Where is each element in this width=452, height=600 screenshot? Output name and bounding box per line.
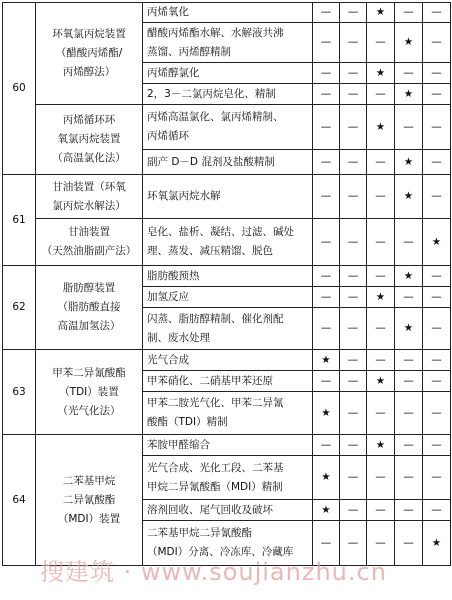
dash-mark: — [313, 105, 340, 150]
plant-name: 丙烯循环环 氧氯丙烷装置 （高温氯化法） [36, 105, 143, 175]
dash-mark: — [340, 521, 367, 566]
star-mark: ★ [423, 219, 451, 266]
plant-name: 甘油装置（环氧 氯丙烷水解法） [36, 175, 143, 219]
dash-mark: — [395, 219, 423, 266]
dash-mark: — [340, 456, 367, 500]
process-section: 苯胺甲醛缩合 [143, 435, 313, 456]
dash-mark: — [367, 219, 395, 266]
dash-mark: — [423, 500, 451, 521]
dash-mark: — [340, 350, 367, 371]
star-mark: ★ [367, 63, 395, 84]
dash-mark: — [367, 84, 395, 105]
dash-mark: — [423, 63, 451, 84]
dash-mark: — [340, 371, 367, 392]
process-section: 二苯基甲烷二异氰酸酯 （MDI）分离、冷冻库、冷藏库 [143, 521, 313, 566]
dash-mark: — [423, 350, 451, 371]
table-row [3, 350, 451, 371]
dash-mark: — [367, 500, 395, 521]
dash-mark: — [423, 371, 451, 392]
plant-name: 二苯基甲烷 二异氰酸酯 （MDI）装置 [36, 435, 143, 566]
dash-mark: — [313, 521, 340, 566]
dash-mark: — [340, 500, 367, 521]
dash-mark: — [313, 150, 340, 175]
dash-mark: — [313, 63, 340, 84]
process-section: 丙烯醇氯化 [143, 63, 313, 84]
dash-mark: — [367, 175, 395, 219]
dash-mark: — [340, 3, 367, 23]
dash-mark: — [340, 150, 367, 175]
star-mark: ★ [423, 521, 451, 566]
dash-mark: — [423, 435, 451, 456]
star-mark: ★ [367, 287, 395, 308]
process-section: 甲苯硝化、二硝基甲苯还原 [143, 371, 313, 392]
process-section: 副产 D－D 混剂及盐酸精制 [143, 150, 313, 175]
star-mark: ★ [395, 23, 423, 63]
star-mark: ★ [367, 3, 395, 23]
process-section: 光气合成、光化工段、二苯基 甲烷二异氰酸酯（MDI）精制 [143, 456, 313, 500]
dash-mark: — [340, 435, 367, 456]
dash-mark: — [423, 23, 451, 63]
dash-mark: — [395, 521, 423, 566]
dash-mark: — [313, 435, 340, 456]
table-row [3, 435, 451, 456]
dash-mark: — [367, 521, 395, 566]
process-section: 2，3－二氯丙烷皂化、精制 [143, 84, 313, 105]
dash-mark: — [340, 266, 367, 287]
dash-mark: — [313, 3, 340, 23]
star-mark: ★ [395, 175, 423, 219]
star-mark: ★ [313, 350, 340, 371]
dash-mark: — [313, 175, 340, 219]
star-mark: ★ [313, 392, 340, 435]
dash-mark: — [313, 266, 340, 287]
star-mark: ★ [367, 105, 395, 150]
watermark: 搜建筑 · www.soujianzhu.cn [40, 558, 387, 586]
process-section: 丙烯高温氯化、氯丙烯精制、 丙烯循环 [143, 105, 313, 150]
dash-mark: — [423, 3, 451, 23]
item-number: 63 [3, 350, 36, 435]
item-number: 64 [3, 435, 36, 566]
star-mark: ★ [395, 308, 423, 350]
table-row [3, 219, 451, 266]
dash-mark: — [340, 23, 367, 63]
dash-mark: — [423, 175, 451, 219]
dash-mark: — [395, 456, 423, 500]
process-section: 环氧氯丙烷水解 [143, 175, 313, 219]
process-section: 丙烯氧化 [143, 3, 313, 23]
table-row [3, 266, 451, 287]
item-number: 60 [3, 3, 36, 175]
process-section: 闪蒸、脂肪醇精制、催化剂配 制、废水处理 [143, 308, 313, 350]
dash-mark: — [313, 219, 340, 266]
star-mark: ★ [395, 266, 423, 287]
fire-hazard-classification-table [2, 2, 451, 566]
item-number: 62 [3, 266, 36, 350]
table-row [3, 3, 451, 23]
process-section: 脂肪酸预热 [143, 266, 313, 287]
dash-mark: — [395, 63, 423, 84]
dash-mark: — [313, 287, 340, 308]
table-row [3, 105, 451, 150]
dash-mark: — [395, 500, 423, 521]
dash-mark: — [367, 23, 395, 63]
dash-mark: — [313, 371, 340, 392]
dash-mark: — [340, 392, 367, 435]
dash-mark: — [367, 350, 395, 371]
process-section: 溶剂回收、尾气回收及破坏 [143, 500, 313, 521]
dash-mark: — [423, 456, 451, 500]
dash-mark: — [423, 105, 451, 150]
dash-mark: — [423, 392, 451, 435]
dash-mark: — [423, 84, 451, 105]
star-mark: ★ [395, 150, 423, 175]
dash-mark: — [340, 105, 367, 150]
dash-mark: — [340, 63, 367, 84]
dash-mark: — [423, 150, 451, 175]
process-section: 皂化、盐析、凝结、过滤、碱处 理、蒸发、减压精馏、脱色 [143, 219, 313, 266]
process-section: 光气合成 [143, 350, 313, 371]
plant-name: 环氧氯丙烷装置 （醋酸丙烯酯/ 丙烯醇法） [36, 3, 143, 105]
star-mark: ★ [367, 435, 395, 456]
process-section: 加氢反应 [143, 287, 313, 308]
dash-mark: — [340, 287, 367, 308]
dash-mark: — [340, 219, 367, 266]
dash-mark: — [313, 84, 340, 105]
process-section: 醋酸丙烯酯水解、水解液共沸 蒸馏、丙烯醇精制 [143, 23, 313, 63]
dash-mark: — [395, 350, 423, 371]
dash-mark: — [395, 287, 423, 308]
dash-mark: — [340, 84, 367, 105]
dash-mark: — [367, 456, 395, 500]
dash-mark: — [395, 105, 423, 150]
dash-mark: — [395, 371, 423, 392]
star-mark: ★ [395, 84, 423, 105]
plant-name: 脂肪醇装置 （脂肪酸直接 高温加氢法） [36, 266, 143, 350]
dash-mark: — [395, 3, 423, 23]
item-number: 61 [3, 175, 36, 266]
dash-mark: — [340, 308, 367, 350]
plant-name: 甘油装置 （天然油脂副产法） [36, 219, 143, 266]
dash-mark: — [395, 392, 423, 435]
dash-mark: — [340, 175, 367, 219]
dash-mark: — [313, 308, 340, 350]
dash-mark: — [367, 392, 395, 435]
process-section: 甲苯二胺光气化、甲苯二异氰 酸酯（TDI）精制 [143, 392, 313, 435]
dash-mark: — [423, 287, 451, 308]
dash-mark: — [313, 23, 340, 63]
dash-mark: — [395, 435, 423, 456]
dash-mark: — [367, 266, 395, 287]
dash-mark: — [423, 266, 451, 287]
star-mark: ★ [313, 500, 340, 521]
star-mark: ★ [313, 456, 340, 500]
dash-mark: — [423, 308, 451, 350]
plant-name: 甲苯二异氰酸酯 （TDI）装置 （光气化法） [36, 350, 143, 435]
star-mark: ★ [367, 371, 395, 392]
table-row [3, 175, 451, 219]
dash-mark: — [367, 150, 395, 175]
dash-mark: — [367, 308, 395, 350]
